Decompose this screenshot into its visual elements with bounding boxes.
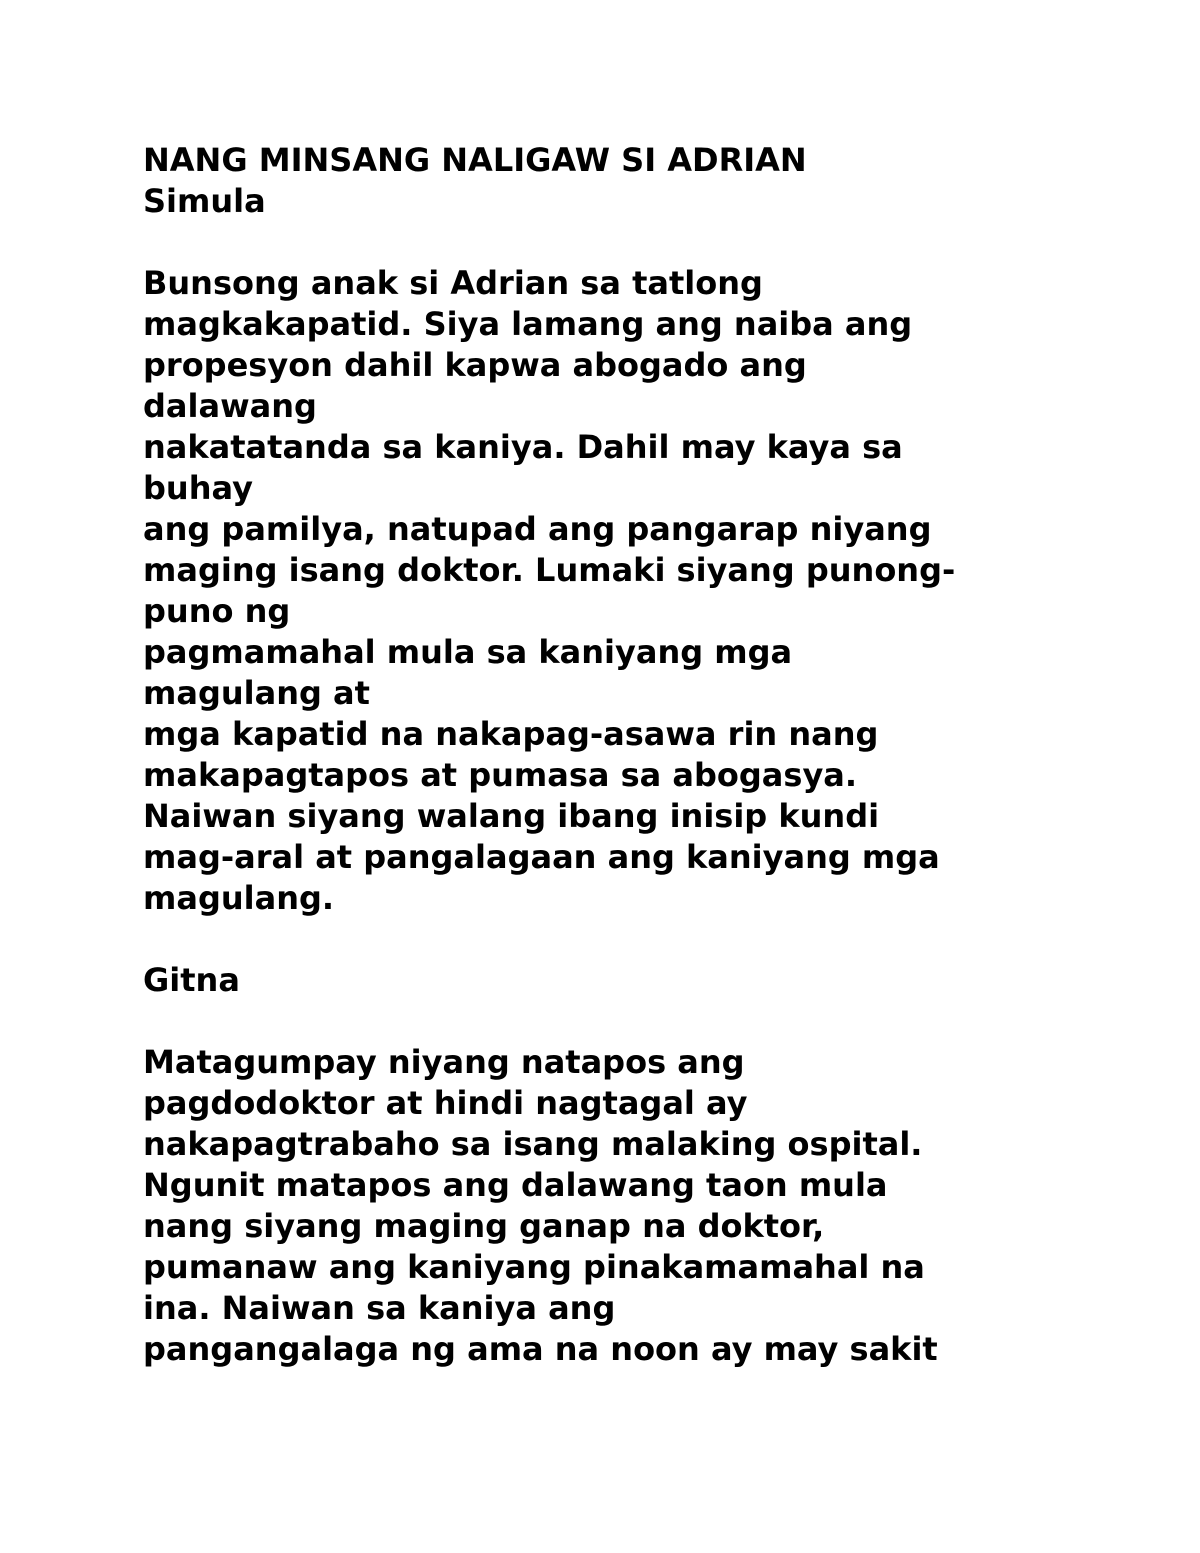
paragraph-line: magulang at — [143, 674, 370, 712]
paragraph-line: Ngunit matapos ang dalawang taon mula — [143, 1166, 888, 1204]
paragraph-line: pagmamahal mula sa kaniyang mga — [143, 633, 793, 671]
blank-line — [143, 222, 1143, 263]
paragraph-line: ina. Naiwan sa kaniya ang — [143, 1289, 616, 1327]
paragraph-line: mag-aral at pangalagaan ang kaniyang mga — [143, 838, 940, 876]
paragraph-line: makapagtapos at pumasa sa abogasya. — [143, 756, 858, 794]
paragraph-line: pagdodoktor at hindi nagtagal ay — [143, 1084, 748, 1122]
paragraph-line: ang pamilya, natupad ang pangarap niyang — [143, 510, 932, 548]
paragraph-line: nakapagtrabaho sa isang malaking ospital. — [143, 1125, 923, 1163]
paragraph-line: mga kapatid na nakapag-asawa rin nang — [143, 715, 879, 753]
paragraph-line: dalawang — [143, 387, 317, 425]
paragraph-line: nakatatanda sa kaniya. Dahil may kaya sa — [143, 428, 903, 466]
paragraph-line: magulang. — [143, 879, 335, 917]
document-title: NANG MINSANG NALIGAW SI ADRIAN — [143, 141, 807, 179]
paragraph-line: magkakapatid. Siya lamang ang naiba ang — [143, 305, 913, 343]
paragraph-line: maging isang doktor. Lumaki siyang punong- — [143, 551, 956, 589]
paragraph-line: Bunsong anak si Adrian sa tatlong — [143, 264, 763, 302]
paragraph-line: Naiwan siyang walang ibang inisip kundi — [143, 797, 880, 835]
paragraph-line: Matagumpay niyang natapos ang — [143, 1043, 745, 1081]
section-heading-simula: Simula — [143, 182, 266, 220]
document-body — [143, 140, 1143, 1370]
paragraph-line: puno ng — [143, 592, 291, 630]
paragraph-line: pangangalaga ng ama na noon ay may sakit — [143, 1330, 938, 1368]
paragraph-line: buhay — [143, 469, 253, 507]
blank-line — [143, 1001, 1143, 1042]
paragraph-line: pumanaw ang kaniyang pinakamamahal na — [143, 1248, 925, 1286]
paragraph-simula — [143, 263, 1143, 919]
paragraph-line: nang siyang maging ganap na doktor, — [143, 1207, 825, 1245]
paragraph-gitna — [143, 1042, 1143, 1370]
section-heading-gitna: Gitna — [143, 961, 240, 999]
paragraph-line: propesyon dahil kapwa abogado ang — [143, 346, 807, 384]
blank-line — [143, 919, 1143, 960]
